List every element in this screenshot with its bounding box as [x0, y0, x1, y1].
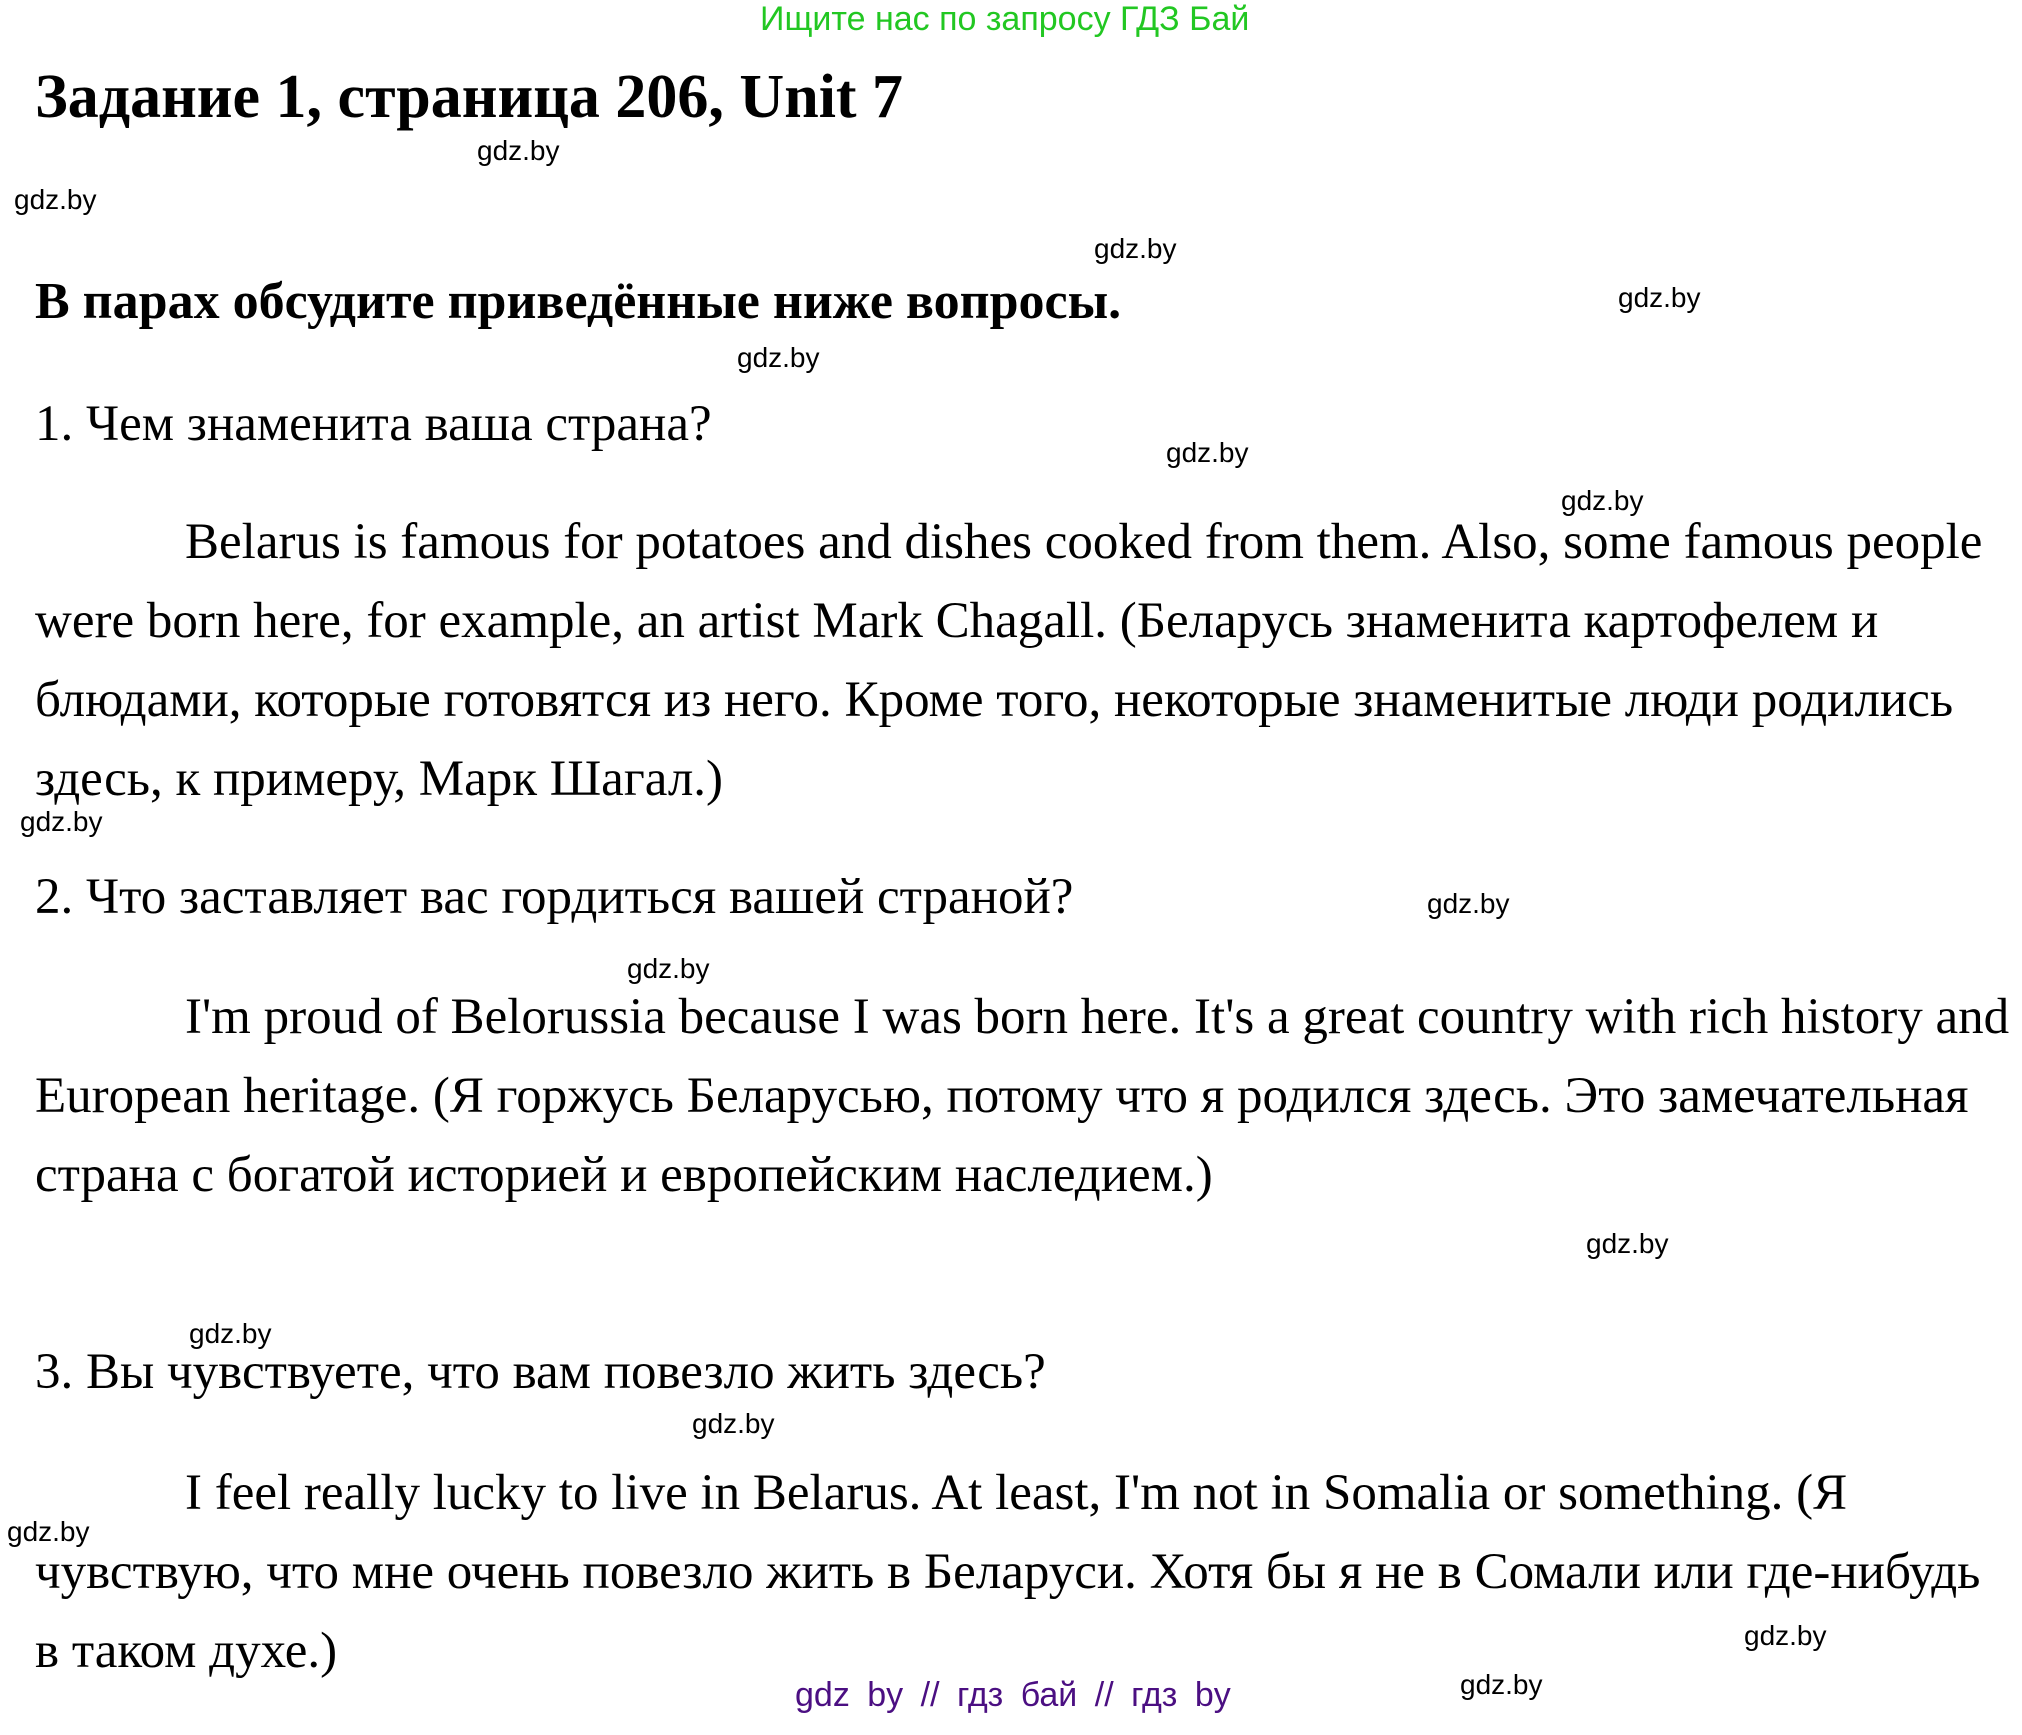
question-1: 1. Чем знаменита ваша страна?	[35, 396, 712, 452]
watermark: gdz.by	[1618, 282, 1701, 313]
answer-1: Belarus is famous for potatoes and dishes cooked from them. Also, some famous people were born here, for example, an artist Mark Chagall. (Беларусь знаменита картофелем и блюдами, которые готовятся из него. Кроме того, некоторые знаменитые люди родились здесь, к примеру, Марк Шагал.)	[35, 514, 1983, 807]
watermark: gdz.by	[692, 1408, 775, 1439]
watermark: gdz.by	[189, 1318, 272, 1349]
question-3: 3. Вы чувствуете, что вам повезло жить здесь?	[35, 1344, 1046, 1400]
watermark: gdz.by	[737, 342, 820, 373]
question-2: 2. Что заставляет вас гордиться вашей страной?	[35, 869, 1074, 925]
watermark: gdz.by	[14, 184, 97, 215]
watermark: gdz.by	[1586, 1228, 1669, 1259]
answer-2: I'm proud of Belorussia because I was born here. It's a great country with rich history and European heritage. (Я горжусь Беларусью, потому что я родился здесь. Это замечательная страна с богатой историей и европейским наследием.)	[35, 989, 2010, 1203]
footer-links[interactable]: gdz by // гдз бай // гдз by	[795, 1676, 1231, 1714]
watermark: gdz.by	[477, 135, 560, 166]
watermark: gdz.by	[627, 953, 710, 984]
page-title: Задание 1, страница 206, Unit 7	[35, 63, 904, 131]
answer-3: I feel really lucky to live in Belarus. At least, I'm not in Somalia or something. (Я чувствую, что мне очень повезло жить в Беларуси. Хотя бы я не в Сомали или где-нибудь в таком духе.)	[35, 1465, 1981, 1679]
watermark: gdz.by	[20, 806, 103, 837]
watermark: gdz.by	[7, 1516, 90, 1547]
watermark: gdz.by	[1427, 888, 1510, 919]
watermark: gdz.by	[1561, 485, 1644, 516]
search-hint-link[interactable]: Ищите нас по запросу ГДЗ Бай	[760, 0, 1250, 38]
task-instruction: В парах обсудите приведённые ниже вопросы.	[35, 273, 1122, 330]
watermark: gdz.by	[1166, 437, 1249, 468]
watermark: gdz.by	[1460, 1669, 1543, 1700]
watermark: gdz.by	[1744, 1620, 1827, 1651]
watermark: gdz.by	[1094, 233, 1177, 264]
